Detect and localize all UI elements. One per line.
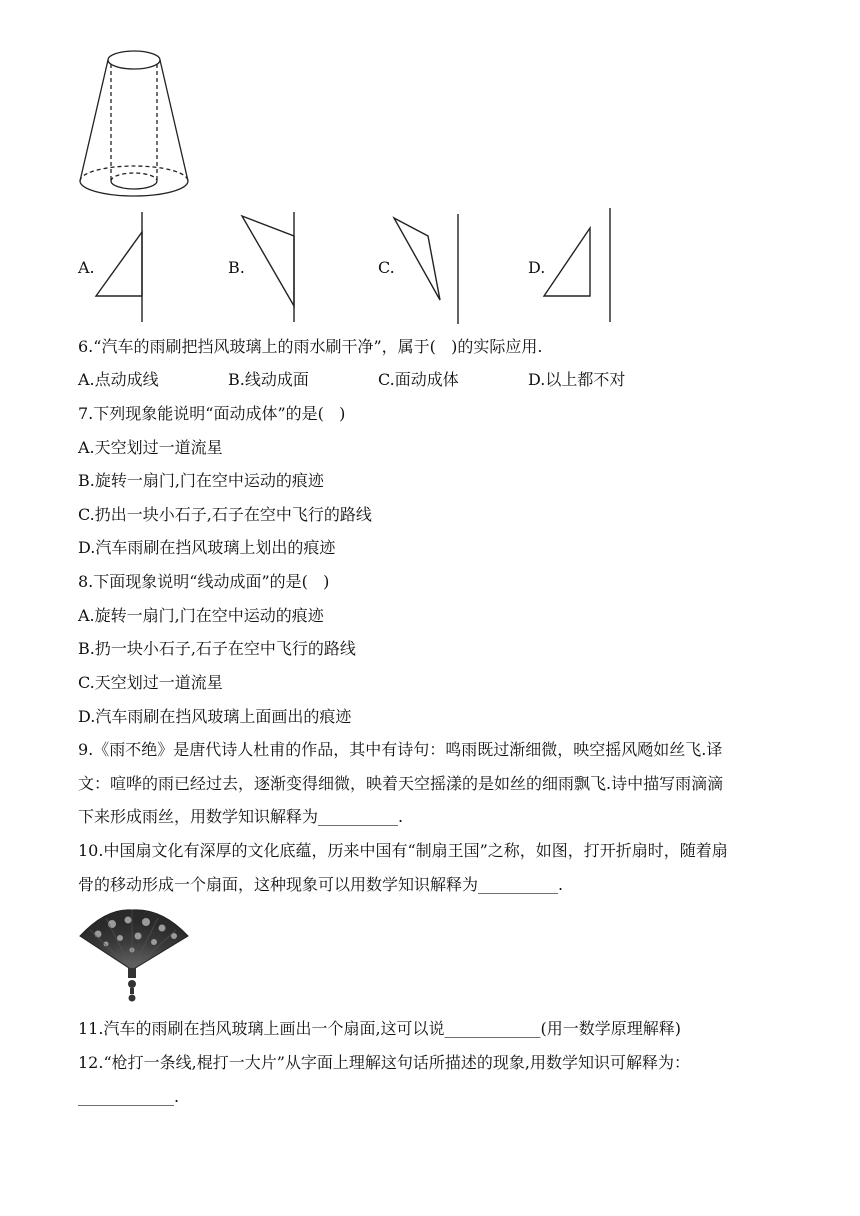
question-6-text: 6.“汽车的雨刷把挡风玻璃上的雨水刷干净”，属于( )的实际应用. (78, 337, 543, 356)
question-10-line-1: 10.中国扇文化有深厚的文化底蕴，历来中国有“制扇王国”之称，如图，打开折扇时，随着扇 (78, 841, 728, 860)
question-9-line-1: 9.《雨不绝》是唐代诗人杜甫的作品，其中有诗句：鸣雨既过渐细微，映空摇风飏如丝飞.译 (78, 740, 723, 759)
frustum-figure (72, 40, 197, 200)
question-9-line-3: 下来形成雨丝，用数学知识解释为__________. (78, 807, 404, 826)
folding-fan-figure (76, 906, 194, 1006)
option-a-triangle-figure (88, 208, 158, 328)
option-c-label: C. (378, 258, 395, 277)
option-b-label: B. (228, 258, 245, 277)
q8-option-b: B.扔一块小石子,石子在空中飞行的路线 (78, 639, 356, 658)
q7-option-a: A.天空划过一道流星 (78, 438, 223, 457)
q7-option-b: B.旋转一扇门,门在空中运动的痕迹 (78, 471, 324, 490)
option-a-label: A. (78, 258, 95, 277)
q8-option-a: A.旋转一扇门,门在空中运动的痕迹 (78, 606, 324, 625)
question-7-text: 7.下列现象能说明“面动成体”的是( ) (78, 404, 346, 423)
q8-option-d: D.汽车雨刷在挡风玻璃上面画出的痕迹 (78, 707, 352, 726)
question-11-text: 11.汽车的雨刷在挡风玻璃上画出一个扇面,这可以说____________(用一数学原理解释) (78, 1019, 682, 1038)
q7-option-d: D.汽车雨刷在挡风玻璃上划出的痕迹 (78, 538, 336, 557)
option-b-triangle-figure (236, 208, 306, 328)
q6-option-a: A.点动成线 (78, 370, 159, 389)
question-9-line-2: 文：喧哗的雨已经过去，逐渐变得细微，映着天空摇漾的是如丝的细雨飘飞.诗中描写雨滴滴 (78, 774, 724, 793)
q8-option-c: C.天空划过一道流星 (78, 673, 223, 692)
question-6-options (78, 369, 625, 391)
q6-option-d: D.以上都不对 (528, 370, 626, 389)
question-8-text: 8.下面现象说明“线动成面”的是( ) (78, 572, 330, 591)
question-10-line-2: 骨的移动形成一个扇面，这种现象可以用数学知识解释为__________. (78, 875, 564, 894)
option-c-triangle-figure (388, 208, 468, 328)
q6-option-b: B.线动成面 (228, 370, 309, 389)
question-12-line-2: ____________. (78, 1087, 180, 1106)
q7-option-c: C.扔出一块小石子,石子在空中飞行的路线 (78, 505, 372, 524)
question-12-line-1: 12.“枪打一条线,棍打一大片”从字面上理解这句话所描述的现象,用数学知识可解释为： (78, 1053, 690, 1072)
option-d-triangle-figure (540, 206, 620, 326)
q6-option-c: C.面动成体 (378, 370, 459, 389)
option-d-label: D. (528, 258, 546, 277)
